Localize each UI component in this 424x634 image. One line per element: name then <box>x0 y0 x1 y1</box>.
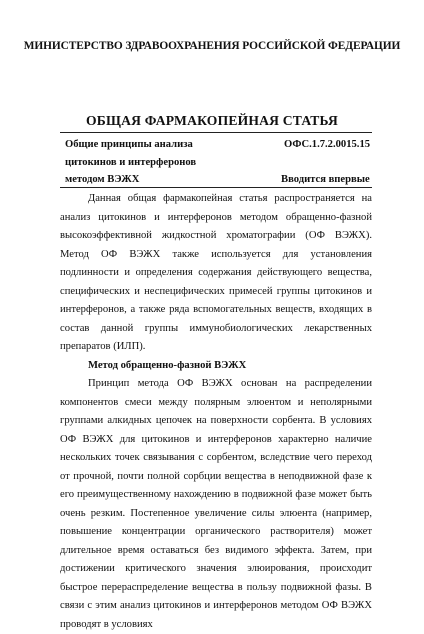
header-rule-bottom <box>60 187 372 188</box>
article-name-line-2: цитокинов и интерферонов <box>65 157 197 168</box>
article-code: ОФС.1.7.2.0015.15 <box>284 139 371 150</box>
document-title: ОБЩАЯ ФАРМАКОПЕЙНАЯ СТАТЬЯ <box>86 113 338 128</box>
intro-paragraph: Данная общая фармакопейная статья распространяется на анализ цитокинов и интерферонов методом обращенно-фазной высокоэффективной жидкостной хроматографии (ОФ ВЭЖХ). Метод ОФ ВЭЖХ также используется для установления подлинности и определения содержания действующего вещества, специфических и неспецифических примесей группы цитокинов и интерферонов, а также ряда вспомогательных веществ, входящих в состав данной группы иммунобиологических лекарственных препаратов (ИЛП). <box>60 193 372 352</box>
method-paragraph: Принцип метода ОФ ВЭЖХ основан на распределении компонентов смеси между полярным элюентом и неполярными группами алкидных цепочек на поверхности сорбента. В условиях ОФ ВЭЖХ для цитокинов и интерферонов характерно наличие нескольких точек связывания с сорбентом, вследствие чего переход от прочной, почти полной сорбции вещества в неподвижной фазе к его преимущественному нахождению в подвижной фазе может быть очень резким. Постепенное увеличение силы элюента (например, повышение концентрации органического растворителя) может длительное время оставаться без видимого эффекта. Затем, при достижении критического значения элюирования, происходит быстрое перераспределение вещества в пользу подвижной фазы. В связи с этим анализ цитокинов и интерферонов методом ОФ ВЭЖХ проводят в условиях <box>60 378 372 630</box>
header-rule-top <box>60 132 372 133</box>
article-body <box>60 190 372 634</box>
article-name-line-1: Общие принципы анализа <box>65 139 193 150</box>
article-name-line-3: методом ВЭЖХ <box>65 174 140 185</box>
article-status: Вводится впервые <box>281 174 370 185</box>
ministry-heading: МИНИСТЕРСТВО ЗДРАВООХРАНЕНИЯ РОССИЙСКОЙ ФЕДЕРАЦИИ <box>23 40 401 52</box>
section-subheading: Метод обращенно-фазной ВЭЖХ <box>88 359 247 371</box>
